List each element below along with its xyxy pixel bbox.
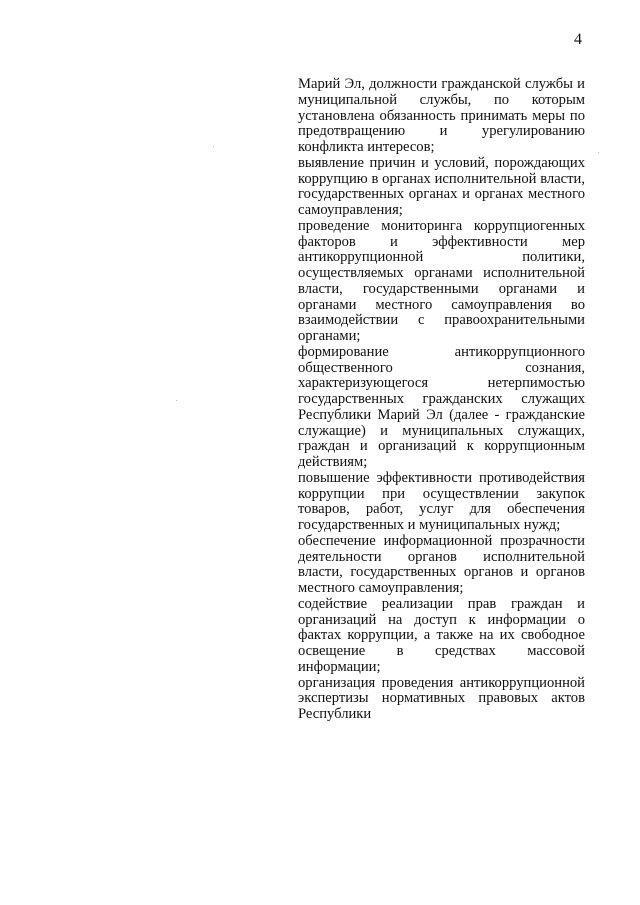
- page-number: 4: [574, 31, 582, 48]
- paragraph-procurement: повышение эффективности противодействия коррупции при осуществлении закупок товаров, работ, услуг для обеспечения государственных и муниципальных нужд;: [298, 469, 585, 533]
- paragraph-monitoring: проведение мониторинга коррупциогенных факторов и эффективности мер антикоррупционной политики, осуществляемых органами исполнительной власти, государственными органами и органами местного самоуправления во взаимодействии с правоохранительными органами;: [298, 217, 585, 344]
- scan-speck: [213, 146, 214, 147]
- paragraph-transparency: обеспечение информационной прозрачности деятельности органов исполнительной власти, государственных органов и органов местного самоуправления;: [298, 532, 585, 596]
- scan-speck: [176, 400, 177, 401]
- paragraph-public-consciousness: формирование антикоррупционного общественного сознания, характеризующегося нетерпимостью государственных гражданских служащих Республики Марий Эл (далее - гражданские служащие) и муниципальных служащих, граждан и организаций к коррупционным действиям;: [298, 343, 585, 470]
- paragraph-expertise: организация проведения антикоррупционной экспертизы нормативных правовых актов Республики: [298, 674, 585, 722]
- scan-speck: [598, 152, 599, 153]
- text-column: [298, 77, 585, 723]
- paragraph-positions-list-end: Марий Эл, должности гражданской службы и муниципальной службы, по которым установлена обязанность принимать меры по предотвращению и урегулированию конфликта интересов;: [298, 76, 585, 155]
- paragraph-identify-causes: выявление причин и условий, порождающих коррупцию в органах исполнительной власти, государственных органах и органах местного самоуправления;: [298, 154, 585, 218]
- paragraph-access-to-information: содействие реализации прав граждан и организаций на доступ к информации о фактах коррупции, а также на их свободное освещение в средствах массовой информации;: [298, 595, 585, 675]
